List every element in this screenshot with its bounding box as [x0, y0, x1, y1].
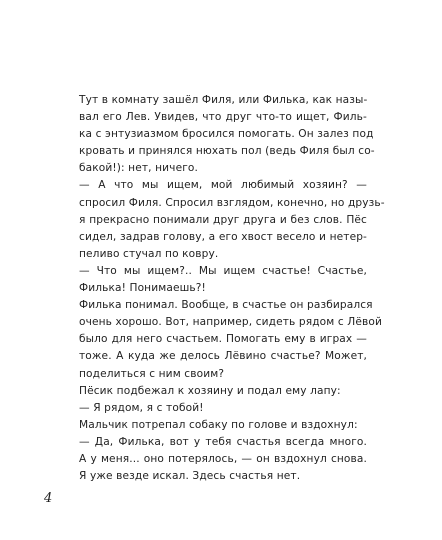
text-line: Я уже везде искал. Здесь счастья нет.	[79, 470, 301, 483]
text-line: было для него счастьем. Помогать ему в играх —	[79, 333, 367, 346]
text-line: А у меня... оно потерялось, — он вздохнул снова.	[79, 452, 367, 465]
body-text	[79, 92, 385, 485]
text-line: ка с энтузиазмом бросился помогать. Он залез под	[79, 128, 374, 141]
text-line: — Что мы ищем?.. Мы ищем счастье! Счастье,	[79, 264, 367, 277]
text-line: Филька понимал. Вообще, в счастье он разбирался	[79, 299, 373, 312]
text-line: спросил Филя. Спросил взглядом, конечно, но друзь-	[79, 196, 385, 209]
text-line: бакой!): нет, ничего.	[79, 162, 198, 175]
text-line: Пёсик подбежал к хозяину и подал ему лапу:	[79, 384, 341, 397]
text-line: очень хорошо. Вот, например, сидеть рядом с Лёвой	[79, 316, 383, 329]
text-line: Тут в комнату зашёл Филя, или Филька, как назы-	[79, 94, 368, 106]
page-number: 4	[44, 491, 53, 506]
text-line: тоже. А куда же делось Лёвино счастье? Может,	[79, 350, 367, 363]
text-line: поделиться с ним своим?	[79, 367, 225, 380]
text-line: — Да, Филька, вот у тебя счастья всегда много.	[79, 435, 367, 448]
text-line: вал его Лев. Увидев, что друг что-то ищет, Филь-	[79, 111, 367, 124]
text-line: — Я рядом, я с тобой!	[79, 401, 204, 414]
text-line: я прекрасно понимали друг друга и без слов. Пёс	[79, 213, 367, 226]
text-line: кровать и принялся нюхать пол (ведь Филя был со-	[79, 145, 375, 158]
text-line: сидел, задрав голову, а его хвост весело и нетер-	[79, 230, 367, 243]
text-line: пеливо стучал по ковру.	[79, 247, 219, 260]
text-line: Мальчик потрепал собаку по голове и вздохнул:	[79, 418, 358, 431]
text-line: — А что мы ищем, мой любимый хозяин? —	[79, 179, 367, 192]
text-line: Филька! Понимаешь?!	[79, 282, 206, 295]
